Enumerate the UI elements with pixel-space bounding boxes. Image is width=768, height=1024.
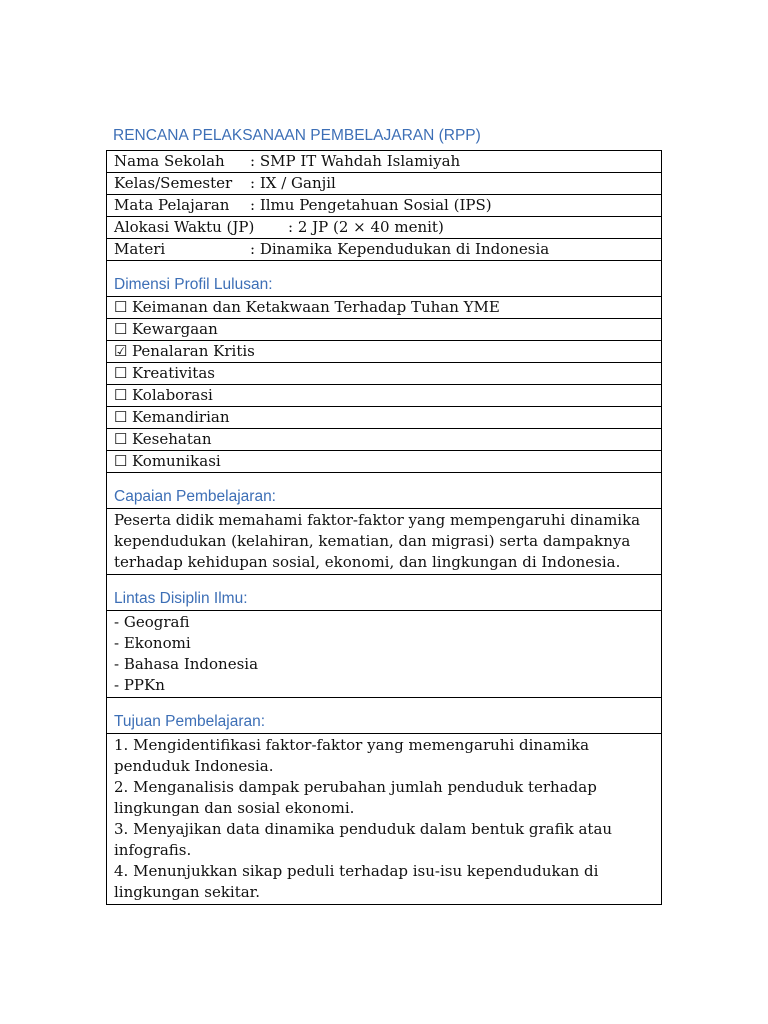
checkbox-label: Penalaran Kritis	[132, 342, 255, 360]
capaian-row	[107, 509, 662, 575]
checkbox-row	[107, 451, 662, 473]
info-label: Kelas/Semester	[114, 174, 233, 192]
info-value: : IX / Ganjil	[250, 174, 336, 192]
info-row-material	[107, 239, 662, 261]
checkbox-label: Kesehatan	[132, 430, 212, 448]
checkbox-row	[107, 385, 662, 407]
info-row-class	[107, 173, 662, 195]
info-row-time	[107, 217, 662, 239]
checkbox-label: Kewargaan	[132, 320, 218, 338]
tujuan-row	[107, 734, 662, 905]
section-heading: Dimensi Profil Lulusan:	[114, 276, 273, 293]
checkbox-icon[interactable]: ☐	[114, 430, 128, 448]
info-row-school	[107, 151, 662, 173]
info-label: Mata Pelajaran	[114, 196, 230, 214]
checkbox-row	[107, 341, 662, 363]
section-header-dimensi	[107, 261, 662, 297]
capaian-text: Peserta didik memahami faktor-faktor yang mempengaruhi dinamika kependudukan (kelahiran, kematian, dan migrasi) serta dampaknya terhadap kehidupan sosial, ekonomi, dan lingkungan di Indonesia.	[114, 511, 641, 571]
checkbox-row	[107, 319, 662, 341]
checkbox-row	[107, 363, 662, 385]
list-item: - Bahasa Indonesia	[114, 655, 259, 673]
checkbox-label: Kemandirian	[132, 408, 230, 426]
checkbox-label: Kreativitas	[132, 364, 215, 382]
checked-checkbox-icon[interactable]: ☑	[114, 342, 128, 360]
checkbox-row	[107, 407, 662, 429]
info-value: : SMP IT Wahdah Islamiyah	[250, 152, 461, 170]
list-item: - PPKn	[114, 676, 165, 694]
list-item: 2. Menganalisis dampak perubahan jumlah penduduk terhadap lingkungan dan sosial ekonomi.	[114, 778, 597, 817]
checkbox-row	[107, 297, 662, 319]
document-title: RENCANA PELAKSANAAN PEMBELAJARAN (RPP)	[113, 127, 481, 144]
checkbox-label: Komunikasi	[132, 452, 221, 470]
section-heading: Lintas Disiplin Ilmu:	[114, 590, 248, 607]
checkbox-icon[interactable]: ☐	[114, 386, 128, 404]
rpp-table	[106, 150, 662, 905]
list-item: - Geografi	[114, 613, 190, 631]
info-value: : 2 JP (2 × 40 menit)	[288, 218, 444, 236]
list-item: 4. Menunjukkan sikap peduli terhadap isu-isu kependudukan di lingkungan sekitar.	[114, 862, 599, 901]
info-value: : Dinamika Kependudukan di Indonesia	[250, 240, 550, 258]
checkbox-icon[interactable]: ☐	[114, 452, 128, 470]
section-header-tujuan	[107, 698, 662, 734]
checkbox-icon[interactable]: ☐	[114, 320, 128, 338]
checkbox-icon[interactable]: ☐	[114, 298, 128, 316]
section-header-lintas	[107, 575, 662, 611]
section-heading: Capaian Pembelajaran:	[114, 488, 276, 505]
checkbox-row	[107, 429, 662, 451]
lintas-row	[107, 611, 662, 698]
checkbox-label: Keimanan dan Ketakwaan Terhadap Tuhan YME	[132, 298, 500, 316]
info-label: Alokasi Waktu (JP)	[114, 218, 255, 236]
list-item: - Ekonomi	[114, 634, 191, 652]
checkbox-label: Kolaborasi	[132, 386, 213, 404]
list-item: 3. Menyajikan data dinamika penduduk dalam bentuk grafik atau infografis.	[114, 820, 613, 859]
list-item: 1. Mengidentifikasi faktor-faktor yang memengaruhi dinamika penduduk Indonesia.	[114, 736, 590, 775]
info-value: : Ilmu Pengetahuan Sosial (IPS)	[250, 196, 492, 214]
checkbox-icon[interactable]: ☐	[114, 364, 128, 382]
info-label: Nama Sekolah	[114, 152, 225, 170]
section-header-capaian	[107, 473, 662, 509]
rpp-document	[106, 125, 662, 905]
info-row-subject	[107, 195, 662, 217]
info-label: Materi	[114, 240, 166, 258]
section-heading: Tujuan Pembelajaran:	[114, 713, 266, 730]
checkbox-icon[interactable]: ☐	[114, 408, 128, 426]
